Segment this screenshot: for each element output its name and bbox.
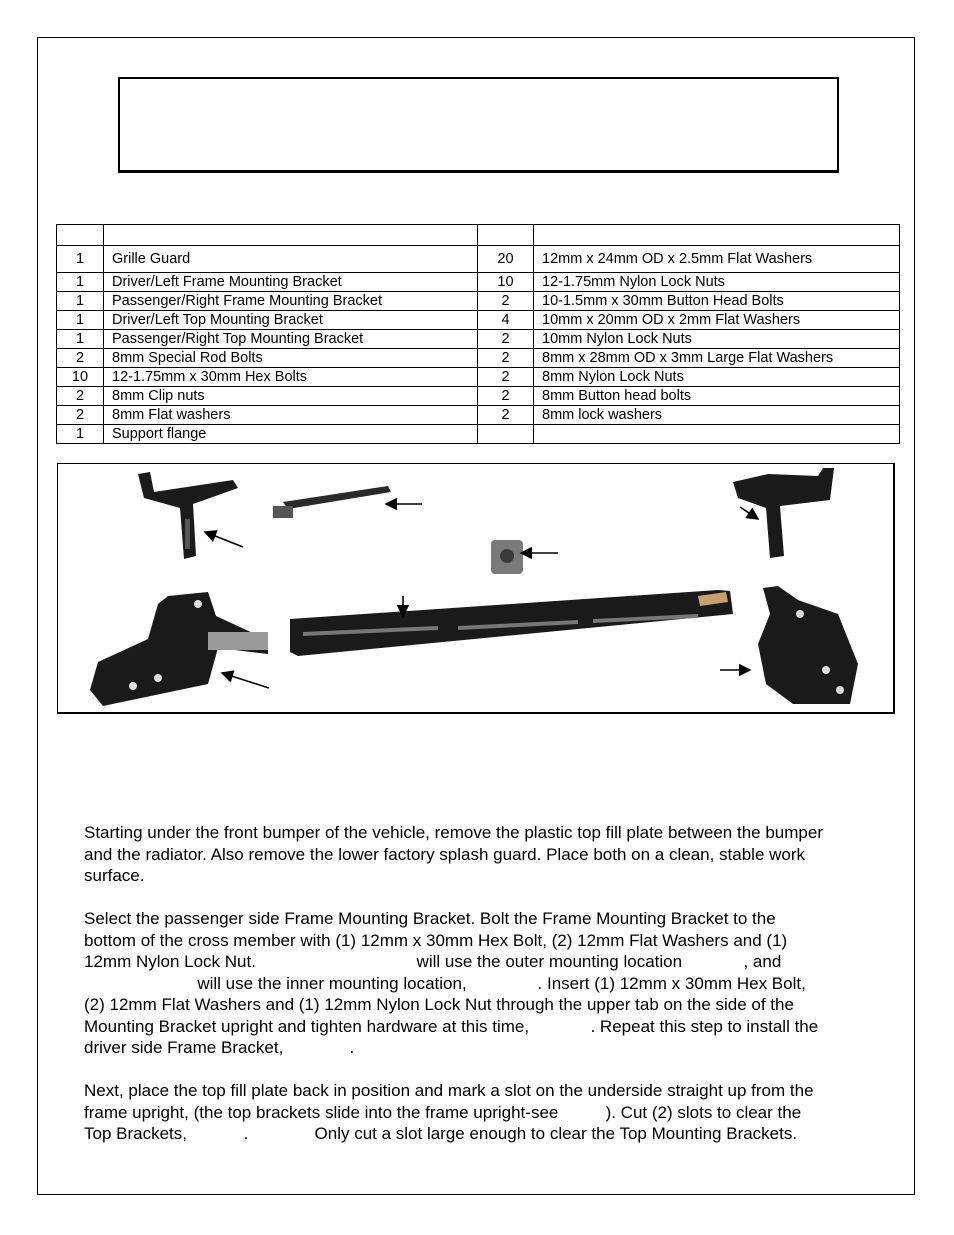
text-line: will use the inner mounting location, . Insert (1) 12mm x 30mm Hex Bolt, — [84, 973, 806, 993]
instruction-paragraph-1 — [84, 822, 904, 887]
qty-cell: 2 — [478, 349, 534, 368]
item-cell: Support flange — [104, 425, 478, 444]
table-row — [57, 406, 900, 425]
item-cell: 8mm Special Rod Bolts — [104, 349, 478, 368]
text-line: 12mm Nylon Lock Nut. will use the outer mounting location , and — [84, 952, 782, 971]
qty-cell: 2 — [57, 387, 104, 406]
item-cell: 12mm x 24mm OD x 2.5mm Flat Washers — [534, 246, 900, 273]
header-cell — [478, 225, 534, 246]
header-cell — [104, 225, 478, 246]
item-cell: 8mm Nylon Lock Nuts — [534, 368, 900, 387]
qty-cell: 2 — [478, 387, 534, 406]
table-row — [57, 330, 900, 349]
qty-cell: 2 — [478, 368, 534, 387]
header-cell — [57, 225, 104, 246]
item-cell: Passenger/Right Top Mounting Bracket — [104, 330, 478, 349]
item-cell: Driver/Left Frame Mounting Bracket — [104, 273, 478, 292]
qty-cell — [478, 425, 534, 444]
item-cell: Driver/Left Top Mounting Bracket — [104, 311, 478, 330]
text-line: Top Brackets, . Only cut a slot large enough to clear the Top Mounting Brackets. — [84, 1124, 798, 1143]
item-cell: Grille Guard — [104, 246, 478, 273]
parts-photo — [57, 463, 895, 714]
instruction-paragraph-2 — [84, 908, 904, 1059]
text-line: frame upright, (the top brackets slide into the frame upright-see ). Cut (2) slots to clear the — [84, 1102, 802, 1122]
qty-cell: 1 — [57, 273, 104, 292]
text-line: Select the passenger side Frame Mounting Bracket. Bolt the Frame Mounting Bracket to the — [84, 909, 776, 928]
item-cell: 8mm Flat washers — [104, 406, 478, 425]
table-row — [57, 425, 900, 444]
parts-table — [56, 224, 900, 444]
item-cell — [534, 425, 900, 444]
header-cell — [534, 225, 900, 246]
qty-cell: 4 — [478, 311, 534, 330]
qty-cell: 1 — [57, 330, 104, 349]
table-header-row — [57, 225, 900, 246]
table-row — [57, 273, 900, 292]
table-row — [57, 368, 900, 387]
text-line: driver side Frame Bracket, . — [84, 1038, 355, 1057]
rod-bolt-image — [273, 486, 391, 518]
top-bracket-left-image — [138, 472, 238, 559]
item-cell: 8mm lock washers — [534, 406, 900, 425]
qty-cell: 1 — [57, 292, 104, 311]
table-row — [57, 292, 900, 311]
qty-cell: 1 — [57, 311, 104, 330]
item-cell: 10mm x 20mm OD x 2mm Flat Washers — [534, 311, 900, 330]
text-line: surface. — [84, 866, 145, 885]
text-line: Next, place the top fill plate back in position and mark a slot on the underside straight up from the — [84, 1081, 814, 1100]
frame-bracket-left-image — [90, 592, 268, 706]
qty-cell: 2 — [57, 349, 104, 368]
parts-illustration — [58, 464, 894, 713]
item-cell: 10-1.5mm x 30mm Button Head Bolts — [534, 292, 900, 311]
clip-nut-image — [491, 540, 523, 574]
text-line: and the radiator. Also remove the lower factory splash guard. Place both on a clean, stable work — [84, 844, 806, 864]
qty-cell: 20 — [478, 246, 534, 273]
title-box — [118, 77, 839, 173]
qty-cell: 10 — [57, 368, 104, 387]
item-cell: 10mm Nylon Lock Nuts — [534, 330, 900, 349]
qty-cell: 10 — [478, 273, 534, 292]
item-cell: 8mm Clip nuts — [104, 387, 478, 406]
qty-cell: 2 — [478, 292, 534, 311]
table-row — [57, 311, 900, 330]
instruction-paragraph-3 — [84, 1080, 904, 1145]
text-line: Starting under the front bumper of the vehicle, remove the plastic top fill plate between the bumper — [84, 823, 823, 842]
frame-bracket-right-image — [758, 586, 858, 704]
support-flange-image — [290, 590, 733, 656]
item-cell: 8mm x 28mm OD x 3mm Large Flat Washers — [534, 349, 900, 368]
table-row — [57, 246, 900, 273]
table-row — [57, 349, 900, 368]
qty-cell: 2 — [478, 406, 534, 425]
qty-cell: 2 — [57, 406, 104, 425]
item-cell: Passenger/Right Frame Mounting Bracket — [104, 292, 478, 311]
item-cell: 12-1.75mm Nylon Lock Nuts — [534, 273, 900, 292]
item-cell: 12-1.75mm x 30mm Hex Bolts — [104, 368, 478, 387]
item-cell: 8mm Button head bolts — [534, 387, 900, 406]
text-line: bottom of the cross member with (1) 12mm x 30mm Hex Bolt, (2) 12mm Flat Washers and (1) — [84, 930, 788, 950]
table-row — [57, 387, 900, 406]
qty-cell: 2 — [478, 330, 534, 349]
text-line: Mounting Bracket upright and tighten hardware at this time, . Repeat this step to install the — [84, 1016, 819, 1036]
qty-cell: 1 — [57, 425, 104, 444]
qty-cell: 1 — [57, 246, 104, 273]
text-line: (2) 12mm Flat Washers and (1) 12mm Nylon Lock Nut through the upper tab on the side of the — [84, 995, 794, 1014]
